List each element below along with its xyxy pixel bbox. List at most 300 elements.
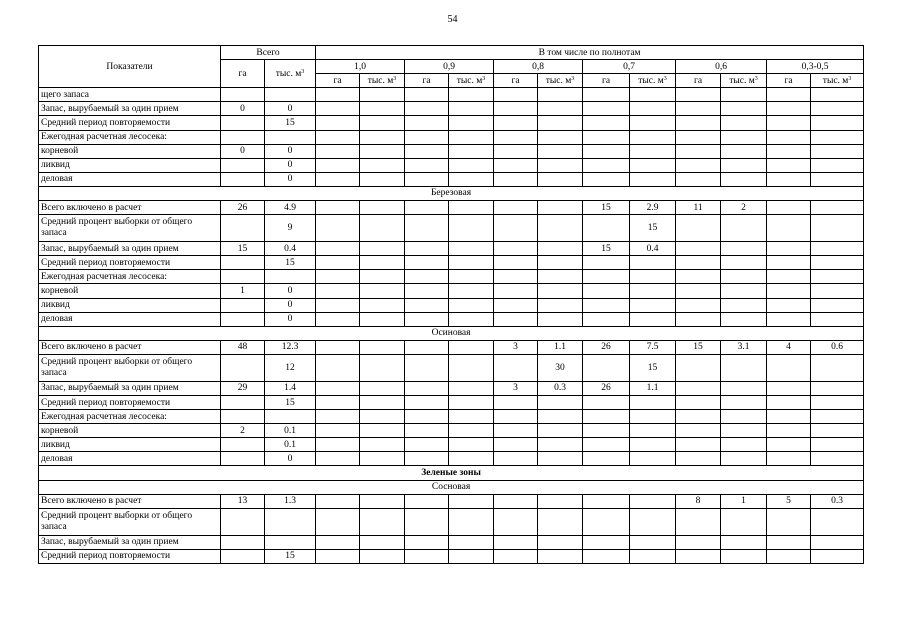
- row-label: Запас, вырубаемый за один прием: [39, 242, 221, 256]
- table-cell: [316, 256, 360, 270]
- table-cell: [316, 340, 360, 354]
- table-cell: [811, 144, 864, 158]
- total-ha-header: га: [221, 60, 265, 88]
- table-cell: [538, 88, 583, 102]
- table-cell: [360, 424, 405, 438]
- table-cell: [360, 312, 405, 326]
- table-cell: [449, 312, 494, 326]
- table-cell: [538, 452, 583, 466]
- table-cell: 0: [265, 284, 316, 298]
- table-cell: 1.4: [265, 381, 316, 395]
- table-cell: [265, 508, 316, 535]
- table-cell: [449, 144, 494, 158]
- unit-ha-header: га: [405, 74, 449, 88]
- table-cell: [316, 130, 360, 144]
- table-cell: 0: [265, 172, 316, 186]
- table-cell: [630, 508, 676, 535]
- table-cell: 0: [265, 144, 316, 158]
- table-cell: [360, 381, 405, 395]
- table-cell: [583, 88, 630, 102]
- table-cell: [221, 312, 265, 326]
- table-cell: [811, 172, 864, 186]
- table-cell: 15: [221, 242, 265, 256]
- unit-ha-header: га: [494, 74, 538, 88]
- table-cell: 3.1: [721, 340, 767, 354]
- table-cell: [721, 312, 767, 326]
- table-cell: [405, 340, 449, 354]
- table-row: [39, 88, 864, 102]
- table-cell: 9: [265, 215, 316, 242]
- total-header: Всего: [221, 46, 316, 60]
- table-cell: [630, 172, 676, 186]
- table-cell: [221, 410, 265, 424]
- table-cell: [360, 535, 405, 549]
- table-cell: [583, 410, 630, 424]
- table-cell: [316, 298, 360, 312]
- table-cell: [316, 508, 360, 535]
- table-cell: [316, 395, 360, 409]
- table-cell: 26: [583, 340, 630, 354]
- table-cell: [405, 424, 449, 438]
- table-cell: [405, 158, 449, 172]
- table-cell: [360, 116, 405, 130]
- section-title: Березовая: [39, 186, 864, 200]
- table-cell: 0.1: [265, 438, 316, 452]
- table-cell: [360, 452, 405, 466]
- table-cell: [583, 116, 630, 130]
- table-cell: [767, 158, 811, 172]
- table-row: [39, 242, 864, 256]
- row-label: Средний период повторяемости: [39, 549, 221, 563]
- table-cell: 15: [265, 256, 316, 270]
- table-cell: [449, 395, 494, 409]
- table-cell: [811, 298, 864, 312]
- table-cell: [316, 215, 360, 242]
- table-cell: [583, 549, 630, 563]
- table-cell: [583, 535, 630, 549]
- table-cell: 1.1: [538, 340, 583, 354]
- row-label: щего запаса: [39, 88, 221, 102]
- table-cell: [405, 284, 449, 298]
- table-cell: [449, 494, 494, 508]
- table-cell: [316, 158, 360, 172]
- table-cell: 30: [538, 354, 583, 381]
- table-cell: [583, 494, 630, 508]
- table-cell: [538, 158, 583, 172]
- table-cell: [449, 381, 494, 395]
- row-label: Всего включено в расчет: [39, 201, 221, 215]
- table-row: [39, 284, 864, 298]
- density-header: 0,6: [676, 60, 767, 74]
- table-cell: [767, 508, 811, 535]
- table-cell: [221, 452, 265, 466]
- table-cell: [630, 410, 676, 424]
- table-cell: [767, 549, 811, 563]
- table-cell: [265, 270, 316, 284]
- row-label: Ежегодная расчетная лесосека:: [39, 270, 221, 284]
- table-cell: [676, 215, 721, 242]
- table-cell: [676, 270, 721, 284]
- table-cell: [767, 88, 811, 102]
- table-cell: 1: [221, 284, 265, 298]
- table-cell: [767, 270, 811, 284]
- table-cell: [494, 201, 538, 215]
- table-cell: [630, 256, 676, 270]
- unit-volume-header: тыс. $м^3$: [811, 74, 864, 88]
- table-cell: [583, 452, 630, 466]
- table-cell: [811, 270, 864, 284]
- table-cell: [721, 298, 767, 312]
- table-cell: 0.1: [265, 424, 316, 438]
- table-cell: [494, 172, 538, 186]
- table-cell: [767, 102, 811, 116]
- table-cell: [405, 172, 449, 186]
- table-cell: [538, 535, 583, 549]
- table-cell: [630, 535, 676, 549]
- table-cell: [630, 270, 676, 284]
- table-cell: [360, 270, 405, 284]
- table-cell: [721, 452, 767, 466]
- table-cell: [405, 215, 449, 242]
- table-cell: [630, 158, 676, 172]
- table-cell: [221, 130, 265, 144]
- table-cell: 15: [583, 242, 630, 256]
- table-cell: [494, 438, 538, 452]
- table-cell: 0.6: [811, 340, 864, 354]
- table-row: [39, 535, 864, 549]
- table-cell: [721, 215, 767, 242]
- table-cell: [265, 130, 316, 144]
- table-cell: [221, 158, 265, 172]
- table-cell: [676, 298, 721, 312]
- table-cell: [405, 395, 449, 409]
- table-row: [39, 158, 864, 172]
- row-label: Средний период повторяемости: [39, 116, 221, 130]
- table-cell: [583, 102, 630, 116]
- table-cell: [405, 88, 449, 102]
- table-cell: [360, 215, 405, 242]
- table-cell: [316, 549, 360, 563]
- table-cell: 0.4: [265, 242, 316, 256]
- table-cell: [449, 88, 494, 102]
- table-cell: 12.3: [265, 340, 316, 354]
- table-cell: [811, 312, 864, 326]
- table-cell: [405, 242, 449, 256]
- table-cell: 7.5: [630, 340, 676, 354]
- table-cell: [360, 102, 405, 116]
- table-cell: 0.3: [811, 494, 864, 508]
- table-row: [39, 340, 864, 354]
- table-cell: [494, 215, 538, 242]
- table-cell: [360, 298, 405, 312]
- table-cell: [494, 535, 538, 549]
- table-cell: [449, 102, 494, 116]
- table-cell: [538, 438, 583, 452]
- unit-volume-header: тыс. $м^3$: [630, 74, 676, 88]
- table-cell: [583, 172, 630, 186]
- table-cell: [811, 535, 864, 549]
- table-body: [39, 88, 864, 564]
- table-cell: [538, 102, 583, 116]
- table-cell: [583, 298, 630, 312]
- table-cell: [676, 312, 721, 326]
- table-cell: [316, 201, 360, 215]
- table-cell: [449, 256, 494, 270]
- table-cell: [676, 535, 721, 549]
- table-cell: [494, 116, 538, 130]
- table-cell: [811, 201, 864, 215]
- table-cell: [449, 270, 494, 284]
- table-cell: [811, 424, 864, 438]
- row-label: ликвид: [39, 298, 221, 312]
- section-title: Сосновая: [39, 480, 864, 494]
- table-cell: [538, 508, 583, 535]
- table-cell: [494, 158, 538, 172]
- table-cell: [449, 424, 494, 438]
- table-cell: [811, 395, 864, 409]
- table-cell: 0: [265, 158, 316, 172]
- table-cell: [767, 410, 811, 424]
- table-cell: 15: [265, 549, 316, 563]
- table-cell: [721, 535, 767, 549]
- table-cell: [583, 256, 630, 270]
- table-row: [39, 144, 864, 158]
- table-cell: [449, 508, 494, 535]
- table-cell: [767, 381, 811, 395]
- table-cell: [494, 270, 538, 284]
- table-cell: [449, 410, 494, 424]
- table-cell: [811, 242, 864, 256]
- table-cell: [538, 116, 583, 130]
- table-cell: [767, 130, 811, 144]
- row-label: Средний процент выборки от общего запаса: [39, 508, 221, 535]
- table-cell: 1: [721, 494, 767, 508]
- section-row: [39, 466, 864, 480]
- table-cell: 11: [676, 201, 721, 215]
- table-cell: [494, 256, 538, 270]
- table-cell: [583, 215, 630, 242]
- table-cell: 2: [221, 424, 265, 438]
- table-cell: [676, 438, 721, 452]
- table-cell: [721, 284, 767, 298]
- table-cell: [676, 172, 721, 186]
- table-cell: 48: [221, 340, 265, 354]
- table-cell: [494, 284, 538, 298]
- table-cell: [449, 284, 494, 298]
- table-cell: [221, 270, 265, 284]
- table-cell: [449, 452, 494, 466]
- table-cell: [221, 438, 265, 452]
- table-cell: 26: [583, 381, 630, 395]
- table-cell: [583, 354, 630, 381]
- table-cell: [676, 88, 721, 102]
- table-cell: [583, 144, 630, 158]
- table-cell: [221, 508, 265, 535]
- unit-ha-header: га: [767, 74, 811, 88]
- table-cell: [721, 242, 767, 256]
- table-cell: [405, 549, 449, 563]
- table-row: [39, 549, 864, 563]
- table-cell: [316, 410, 360, 424]
- table-cell: [538, 312, 583, 326]
- table-cell: 0: [265, 102, 316, 116]
- table-cell: [494, 102, 538, 116]
- table-cell: [405, 508, 449, 535]
- table-cell: 29: [221, 381, 265, 395]
- table-cell: [316, 381, 360, 395]
- table-cell: [538, 424, 583, 438]
- table-cell: [767, 395, 811, 409]
- table-cell: [316, 172, 360, 186]
- table-row: [39, 494, 864, 508]
- section-title: Зеленые зоны: [39, 466, 864, 480]
- table-cell: [360, 494, 405, 508]
- table-cell: [630, 452, 676, 466]
- row-label: Запас, вырубаемый за один прием: [39, 381, 221, 395]
- table-cell: [360, 88, 405, 102]
- table-cell: 3: [494, 381, 538, 395]
- table-cell: [583, 438, 630, 452]
- table-cell: [405, 116, 449, 130]
- table-cell: [767, 312, 811, 326]
- table-cell: [811, 102, 864, 116]
- table-cell: [676, 102, 721, 116]
- table-cell: [811, 284, 864, 298]
- table-cell: [721, 270, 767, 284]
- table-cell: [630, 102, 676, 116]
- row-label: ликвид: [39, 438, 221, 452]
- table-cell: [721, 549, 767, 563]
- section-row: [39, 480, 864, 494]
- table-cell: [449, 172, 494, 186]
- table-cell: [538, 130, 583, 144]
- table-cell: [583, 284, 630, 298]
- table-cell: [721, 438, 767, 452]
- table-cell: [767, 424, 811, 438]
- row-label: Всего включено в расчет: [39, 340, 221, 354]
- table-cell: [676, 424, 721, 438]
- by-density-header: В том числе по полнотам: [316, 46, 864, 60]
- table-cell: [767, 354, 811, 381]
- table-cell: [811, 158, 864, 172]
- table-cell: 8: [676, 494, 721, 508]
- table-cell: [811, 508, 864, 535]
- table-cell: 0.3: [538, 381, 583, 395]
- table-cell: [538, 410, 583, 424]
- table-cell: [811, 88, 864, 102]
- table-cell: [538, 242, 583, 256]
- table-cell: [721, 354, 767, 381]
- table-cell: 4.9: [265, 201, 316, 215]
- table-cell: [360, 284, 405, 298]
- row-label: корневой: [39, 424, 221, 438]
- table-cell: [316, 312, 360, 326]
- table-cell: [811, 116, 864, 130]
- table-cell: [767, 452, 811, 466]
- row-label: ликвид: [39, 158, 221, 172]
- table-cell: [676, 144, 721, 158]
- table-cell: [721, 424, 767, 438]
- table-cell: [676, 256, 721, 270]
- table-row: [39, 201, 864, 215]
- table-row: [39, 298, 864, 312]
- table-cell: [721, 256, 767, 270]
- table-cell: [494, 410, 538, 424]
- table-row: [39, 410, 864, 424]
- table-cell: [811, 381, 864, 395]
- table-cell: [676, 242, 721, 256]
- table-row: [39, 424, 864, 438]
- table-cell: [449, 298, 494, 312]
- table-cell: [449, 340, 494, 354]
- table-cell: [767, 172, 811, 186]
- table-cell: [630, 284, 676, 298]
- table-cell: [449, 549, 494, 563]
- table-cell: [721, 381, 767, 395]
- density-header: 1,0: [316, 60, 405, 74]
- table-cell: 15: [630, 354, 676, 381]
- unit-volume-header: тыс. $м^3$: [360, 74, 405, 88]
- table-cell: [360, 130, 405, 144]
- table-cell: 12: [265, 354, 316, 381]
- table-cell: [494, 88, 538, 102]
- table-cell: [767, 215, 811, 242]
- row-label: Всего включено в расчет: [39, 494, 221, 508]
- table-row: [39, 354, 864, 381]
- table-cell: [721, 395, 767, 409]
- table-cell: [265, 88, 316, 102]
- table-cell: [767, 242, 811, 256]
- row-label: деловая: [39, 312, 221, 326]
- table-row: [39, 215, 864, 242]
- table-cell: [721, 130, 767, 144]
- table-cell: [221, 256, 265, 270]
- table-cell: [449, 215, 494, 242]
- table-cell: [449, 158, 494, 172]
- table-cell: [405, 438, 449, 452]
- table-cell: [316, 452, 360, 466]
- row-label: деловая: [39, 452, 221, 466]
- table-cell: [767, 144, 811, 158]
- table-cell: [405, 144, 449, 158]
- table-cell: [494, 354, 538, 381]
- table-row: [39, 438, 864, 452]
- density-header: 0,9: [405, 60, 494, 74]
- table-cell: [405, 535, 449, 549]
- unit-volume-header: тыс. $м^3$: [538, 74, 583, 88]
- table-cell: [316, 535, 360, 549]
- table-cell: 4: [767, 340, 811, 354]
- table-cell: 15: [630, 215, 676, 242]
- table-cell: [405, 452, 449, 466]
- table-cell: [676, 549, 721, 563]
- table-cell: [630, 424, 676, 438]
- table-cell: [494, 144, 538, 158]
- table-cell: [316, 144, 360, 158]
- table-row: [39, 172, 864, 186]
- table-cell: [494, 424, 538, 438]
- table-cell: [316, 242, 360, 256]
- table-cell: [676, 130, 721, 144]
- row-label: Средний процент выборки от общего запаса: [39, 215, 221, 242]
- table-cell: [538, 494, 583, 508]
- table-header: [39, 46, 864, 88]
- table-cell: [405, 201, 449, 215]
- table-cell: [721, 508, 767, 535]
- table-cell: [405, 312, 449, 326]
- unit-volume-header: тыс. $м^3$: [721, 74, 767, 88]
- table-cell: [630, 395, 676, 409]
